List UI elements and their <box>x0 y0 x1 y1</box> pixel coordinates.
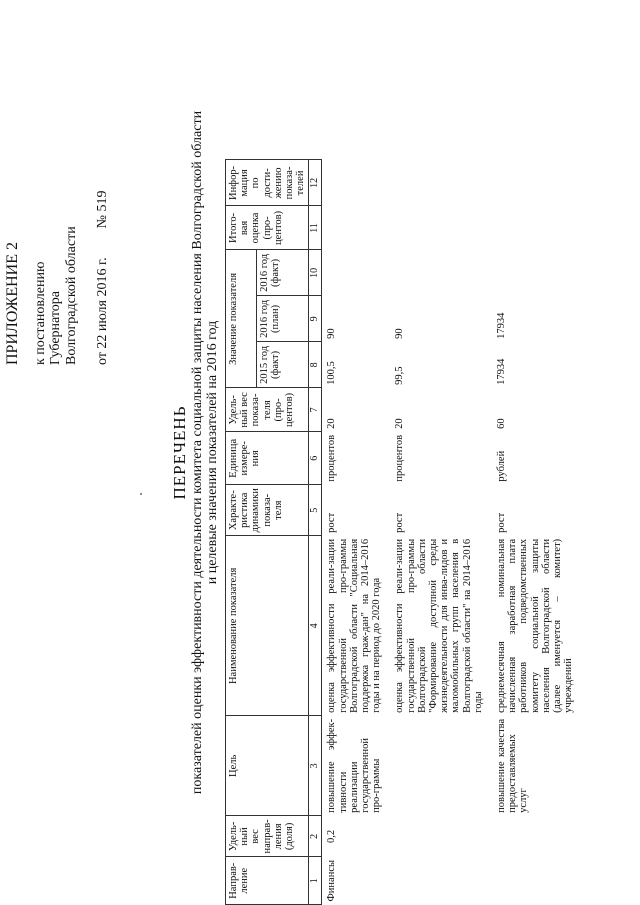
column-number: 6 <box>309 432 322 485</box>
cell-dynamics: рост <box>326 512 338 533</box>
cell-value-2016-plan: 17934 <box>496 312 508 339</box>
appendix-line-1: к постановлению <box>32 261 48 365</box>
appendix-line-2: Губернатора <box>48 290 63 365</box>
header-final-score: Итого-вая оценка (про-центов) <box>226 206 309 250</box>
column-number: 5 <box>309 485 322 536</box>
header-dynamics: Характе-ристика динамики показа-теля <box>226 485 309 536</box>
cell-info <box>390 160 492 206</box>
cell-value-2015: 99,5 <box>394 366 406 385</box>
cell-indicator: оценка эффективности реали-зации государственной про-граммы Волгоградской области "Социальная поддержка граж-дан" на 2014–2016 годы и на период до 2020 года <box>326 538 383 713</box>
appendix-line-3: Волгоградской области <box>63 226 79 365</box>
cell-final <box>390 206 492 250</box>
column-number: 4 <box>309 536 322 716</box>
column-number-row <box>309 160 322 905</box>
document-subtitle-line-1: показателей оценки эффективности деятельности комитета социальной защиты населения Волгоградской области <box>189 110 205 795</box>
column-number: 12 <box>309 160 322 206</box>
cell-final <box>492 206 582 250</box>
cell-weight-indicator: 20 <box>326 418 338 429</box>
cell-value-2016-plan: 90 <box>326 328 338 339</box>
date-value: 22 июля 2016 г. <box>95 257 110 349</box>
stray-dot <box>140 493 142 495</box>
appendix-title: ПРИЛОЖЕНИЕ 2 <box>4 241 21 365</box>
column-number: 1 <box>309 857 322 905</box>
table-row <box>492 160 582 905</box>
document-heading <box>172 0 221 905</box>
cell-info <box>322 160 391 206</box>
header-indicator-name: Наименование показателя <box>226 536 309 716</box>
header-direction: Направ-ление <box>226 857 309 905</box>
cell-direction: Финансы <box>326 859 338 902</box>
cell-weight-indicator: 20 <box>394 418 406 429</box>
cell-dynamics: рост <box>394 512 406 533</box>
cell-direction <box>492 857 582 905</box>
header-value-2016-plan: 2016 год (план) <box>256 296 308 342</box>
column-number: 2 <box>309 816 322 857</box>
number-value: 519 <box>95 190 110 212</box>
indicators-table-wrapper <box>225 159 582 905</box>
cell-value-2016-fact <box>492 250 582 296</box>
column-number: 3 <box>309 716 322 816</box>
date-prefix: от <box>95 352 110 365</box>
cell-weight <box>492 816 582 857</box>
header-weight-direction: Удель-ный вес направ-ления (доля) <box>226 816 309 857</box>
cell-info <box>492 160 582 206</box>
cell-dynamics: рост <box>496 512 508 533</box>
header-row-1 <box>226 160 257 905</box>
indicators-table <box>225 159 582 905</box>
column-number: 7 <box>309 388 322 432</box>
cell-goal: повышение эффек-тивности реализации государственной про-граммы <box>326 718 383 813</box>
cell-goal: повышение качества предоставляемых услуг <box>496 718 530 813</box>
cell-value-2015: 17934 <box>496 358 508 385</box>
appendix-date-line <box>95 5 111 365</box>
header-unit: Единица измере-ния <box>226 432 309 485</box>
cell-indicator: оценка эффективности реали-зации государственной про-граммы Волгоградской области "Формирование доступной среды жизнедеятельности для инва-лидов и маломобильных групп населения в Волгоградской области" на 2014–2016 годы <box>394 538 484 713</box>
document-subtitle-line-2: и целевые значения показателей на 2016 год <box>205 320 220 585</box>
cell-weight <box>390 816 492 857</box>
cell-value-2016-plan: 90 <box>394 328 406 339</box>
cell-value-2015: 100,5 <box>326 361 338 385</box>
header-values-group: Значение показателя <box>226 250 257 388</box>
column-number: 11 <box>309 206 322 250</box>
cell-final <box>322 206 391 250</box>
cell-unit: рублей <box>496 450 508 482</box>
number-prefix: № <box>95 215 110 229</box>
header-value-2015-fact: 2015 год (факт) <box>256 342 308 388</box>
table-row <box>322 160 391 905</box>
header-weight-indicator: Удель-ный вес показа-теля (про-центов) <box>226 388 309 432</box>
cell-unit: процентов <box>326 434 338 482</box>
header-value-2016-fact: 2016 год (факт) <box>256 250 308 296</box>
cell-indicator: среднемесячная номинальная начисленная заработная плата работников подведомственных комитету социальной защиты населения Волгоградской области (далее именуется – комитет) учреждений <box>496 538 575 713</box>
column-number: 9 <box>309 296 322 342</box>
cell-weight: 0,2 <box>326 829 338 843</box>
column-number: 8 <box>309 342 322 388</box>
header-info: Инфор-мация по дости-жению показа-телей <box>226 160 309 206</box>
document-title: ПЕРЕЧЕНЬ <box>170 405 189 500</box>
column-number: 10 <box>309 250 322 296</box>
header-goal: Цель <box>226 716 309 816</box>
cell-value-2016-fact <box>322 250 391 296</box>
cell-goal <box>390 716 492 816</box>
cell-weight-indicator: 60 <box>496 418 508 429</box>
cell-direction <box>390 857 492 905</box>
table-row <box>390 160 492 905</box>
cell-value-2016-fact <box>390 250 492 296</box>
appendix-block <box>5 5 111 365</box>
cell-unit: процентов <box>394 434 406 482</box>
